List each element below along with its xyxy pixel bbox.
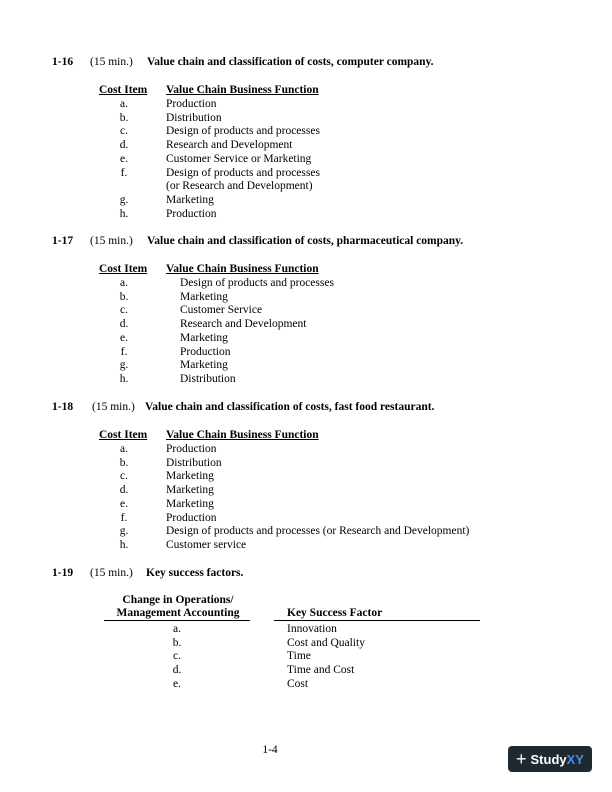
table-row-item: d. xyxy=(119,318,129,331)
table-row-item: a. xyxy=(120,277,128,289)
col-header-function: Value Chain Business Function xyxy=(166,263,319,275)
plus-icon: + xyxy=(516,749,527,769)
table-row-value: Marketing xyxy=(166,470,214,483)
table-row-item: b. xyxy=(119,111,129,124)
col-header-change-line1: Change in Operations/ xyxy=(122,594,234,606)
table-row-item: h. xyxy=(119,372,129,385)
table-row-value: Research and Development xyxy=(180,318,307,331)
table-row-item: e. xyxy=(120,497,128,510)
table-row-item: h. xyxy=(119,207,129,220)
table-row-value: Marketing xyxy=(166,193,214,206)
table-row-item: b. xyxy=(119,456,129,469)
problem-title: Value chain and classification of costs, pharmaceutical company. xyxy=(147,235,464,247)
table-row-value: Production xyxy=(180,345,231,358)
problem-title: Value chain and classification of costs, fast food restaurant. xyxy=(145,401,435,413)
col-header-function: Value Chain Business Function xyxy=(166,84,319,96)
page-number: 1-4 xyxy=(262,744,278,756)
table-row-item: g. xyxy=(119,193,129,206)
problem-number: 1-19 xyxy=(52,567,74,579)
table-row-value: Cost xyxy=(287,677,309,690)
table-row-value: Research and Development xyxy=(166,139,293,152)
table-row-item: h. xyxy=(119,538,129,551)
table-row-item: e. xyxy=(120,331,128,344)
table-row-item: e. xyxy=(120,152,128,165)
table-row-value: Time xyxy=(287,650,311,663)
logo-text: Study xyxy=(530,751,567,767)
problem-time: (15 min.) xyxy=(92,401,135,413)
col-header-cost-item: Cost Item xyxy=(99,84,148,96)
table-row-value: Customer Service or Marketing xyxy=(166,152,312,165)
table-row-item: b. xyxy=(172,636,182,649)
table-row-value: Distribution xyxy=(180,372,236,385)
table-row-item: c. xyxy=(120,125,128,138)
problem-title: Key success factors. xyxy=(146,567,244,579)
table-row-item: c. xyxy=(120,304,128,317)
studyxy-logo xyxy=(508,746,592,772)
table-row-value: Innovation xyxy=(287,623,337,635)
table-row-value: Design of products and processes (or Research and Development) xyxy=(166,525,470,538)
problem-number: 1-16 xyxy=(52,56,74,68)
col-header-change-line2: Management Accounting xyxy=(116,607,240,619)
problem-time: (15 min.) xyxy=(90,56,133,68)
table-row-value: Customer service xyxy=(166,538,247,551)
table-row-item: a. xyxy=(120,98,128,110)
table-row-item: d. xyxy=(119,484,129,497)
table-row-value: (or Research and Development) xyxy=(166,180,313,193)
col-header-cost-item: Cost Item xyxy=(99,263,148,275)
col-header-key-success-factor: Key Success Factor xyxy=(287,607,383,619)
table-row-value: Production xyxy=(166,98,217,110)
table-row-value: Time and Cost xyxy=(287,664,355,677)
table-row-value: Production xyxy=(166,207,217,220)
table-row-value: Distribution xyxy=(166,456,222,469)
table-row-item: a. xyxy=(173,623,181,635)
table-row-value: Marketing xyxy=(180,290,228,303)
table-row-value: Design of products and processes xyxy=(180,277,334,289)
table-row-value: Marketing xyxy=(166,484,214,497)
table-row-item: g. xyxy=(119,525,129,538)
table-row-value: Marketing xyxy=(180,359,228,372)
col-header-cost-item: Cost Item xyxy=(99,429,148,441)
col-header-function: Value Chain Business Function xyxy=(166,429,319,441)
table-row-item: f. xyxy=(120,345,128,358)
table-row-item: b. xyxy=(119,290,129,303)
table-row-item: f. xyxy=(120,511,128,524)
table-row-value: Distribution xyxy=(166,111,222,124)
table-row-item: g. xyxy=(119,359,129,372)
table-row-value: Production xyxy=(166,443,217,455)
problem-number: 1-17 xyxy=(52,235,74,247)
problem-time: (15 min.) xyxy=(90,567,133,579)
table-row-item: c. xyxy=(173,650,181,663)
table-row-value: Production xyxy=(166,511,217,524)
problem-title: Value chain and classification of costs, computer company. xyxy=(147,56,434,68)
header-underline-factor xyxy=(274,620,480,621)
table-row-item: d. xyxy=(119,139,129,152)
table-row-item: c. xyxy=(120,470,128,483)
table-row-value: Design of products and processes xyxy=(166,166,320,179)
table-row-value: Cost and Quality xyxy=(287,636,365,649)
table-row-value: Design of products and processes xyxy=(166,125,320,138)
problem-number: 1-18 xyxy=(52,401,74,413)
table-row-value: Marketing xyxy=(180,331,228,344)
header-underline-change xyxy=(104,620,250,621)
table-row-item: d. xyxy=(172,664,182,677)
table-row-item: f. xyxy=(120,166,128,179)
table-row-item: a. xyxy=(120,443,128,455)
logo-text-accent: XY xyxy=(566,751,584,767)
table-row-value: Customer Service xyxy=(180,304,263,317)
table-row-item: e. xyxy=(173,677,181,690)
table-row-value: Marketing xyxy=(166,497,214,510)
problem-time: (15 min.) xyxy=(90,235,133,247)
